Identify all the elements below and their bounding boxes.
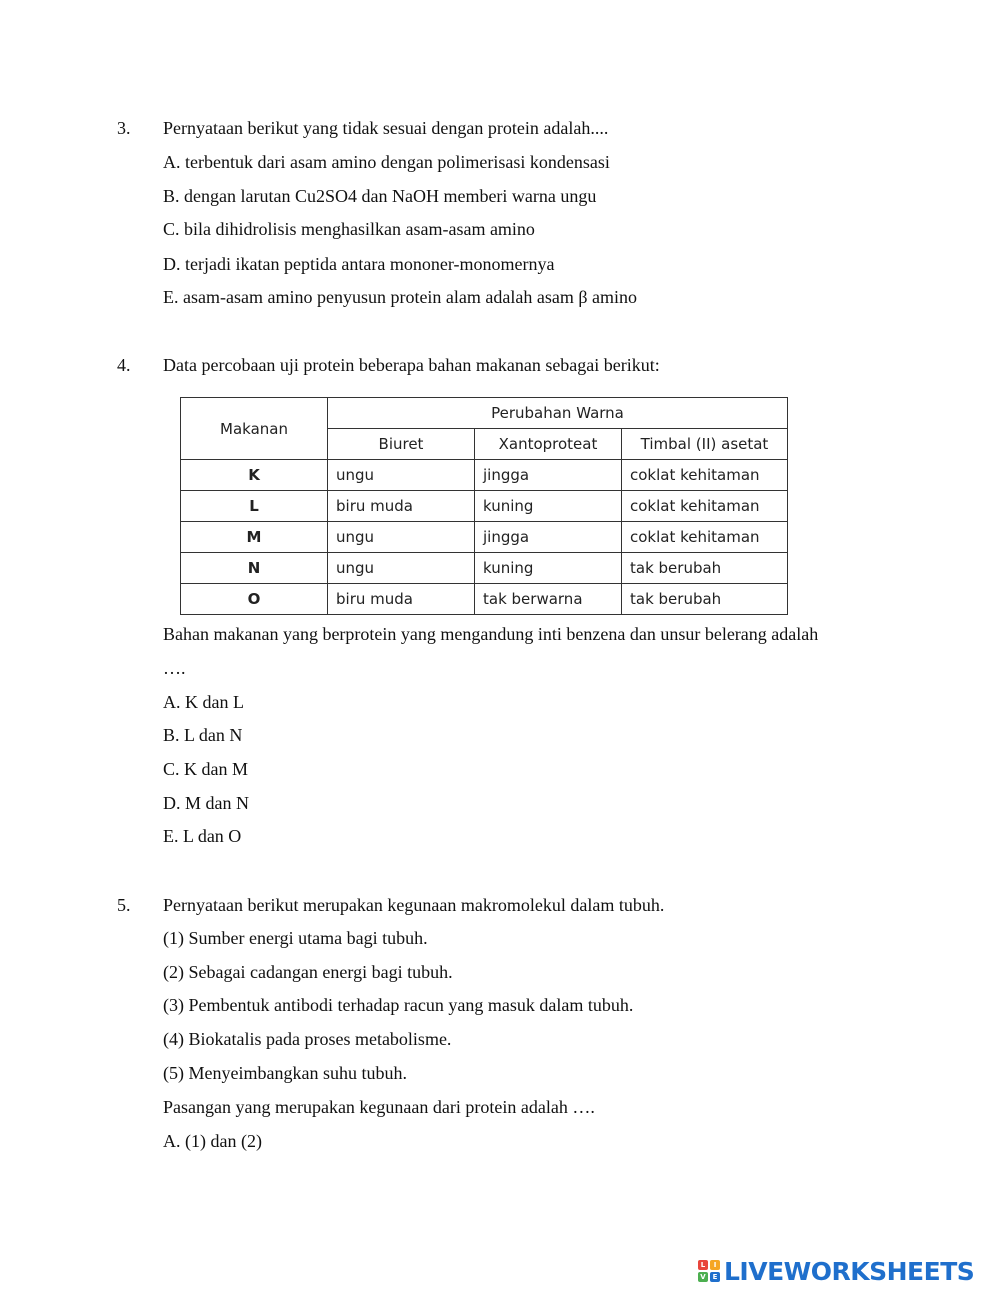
- q5-number: 5.: [117, 895, 131, 915]
- table-row: [181, 553, 788, 584]
- q4-prompt-line1: Bahan makanan yang berprotein yang mengandung inti benzena dan unsur belerang adalah: [163, 624, 819, 644]
- logo-block: E: [710, 1272, 720, 1282]
- q5-statement-3: (3) Pembentuk antibodi terhadap racun yang masuk dalam tubuh.: [163, 995, 634, 1015]
- q3-option-e[interactable]: E. asam-asam amino penyusun protein alam adalah asam β amino: [163, 287, 638, 307]
- header-timbal-asetat: Timbal (II) asetat: [622, 429, 788, 460]
- logo-block: V: [698, 1272, 708, 1282]
- cell-xantoproteat: jingga: [475, 460, 622, 491]
- table-row: [181, 491, 788, 522]
- q5-question: Pernyataan berikut merupakan kegunaan makromolekul dalam tubuh.: [163, 895, 665, 915]
- header-biuret: Biuret: [328, 429, 475, 460]
- logo-blocks-icon: [698, 1260, 720, 1282]
- q5-prompt: Pasangan yang merupakan kegunaan dari protein adalah ….: [163, 1097, 595, 1117]
- cell-timbal: tak berubah: [622, 584, 788, 615]
- q5-option-a[interactable]: A. (1) dan (2): [163, 1131, 262, 1151]
- q4-option-d[interactable]: D. M dan N: [163, 793, 249, 813]
- header-food: Makanan: [181, 398, 328, 460]
- cell-xantoproteat: kuning: [475, 553, 622, 584]
- row-label: N: [181, 553, 328, 584]
- cell-xantoproteat: tak berwarna: [475, 584, 622, 615]
- logo-text: LIVEWORKSHEETS: [724, 1256, 975, 1286]
- q3-question: Pernyataan berikut yang tidak sesuai dengan protein adalah....: [163, 118, 609, 138]
- cell-biuret: ungu: [328, 460, 475, 491]
- q3-option-b[interactable]: B. dengan larutan Cu2SO4 dan NaOH memberi warna ungu: [163, 186, 597, 206]
- cell-timbal: coklat kehitaman: [622, 522, 788, 553]
- protein-test-table: [180, 397, 788, 615]
- q5-statement-5: (5) Menyeimbangkan suhu tubuh.: [163, 1063, 407, 1083]
- row-label: K: [181, 460, 328, 491]
- q3-number: 3.: [117, 118, 131, 138]
- cell-timbal: coklat kehitaman: [622, 460, 788, 491]
- q5-statement-1: (1) Sumber energi utama bagi tubuh.: [163, 928, 428, 948]
- q4-option-c[interactable]: C. K dan M: [163, 759, 248, 779]
- q4-option-e[interactable]: E. L dan O: [163, 826, 242, 846]
- q4-question: Data percobaan uji protein beberapa bahan makanan sebagai berikut:: [163, 355, 660, 375]
- table-row: [181, 460, 788, 491]
- q5-statement-4: (4) Biokatalis pada proses metabolisme.: [163, 1029, 452, 1049]
- logo-block: I: [710, 1260, 720, 1270]
- q4-prompt-line2: ….: [163, 658, 186, 678]
- table-row: [181, 522, 788, 553]
- cell-biuret: biru muda: [328, 491, 475, 522]
- q3-option-c[interactable]: C. bila dihidrolisis menghasilkan asam-asam amino: [163, 219, 535, 239]
- q4-number: 4.: [117, 355, 131, 375]
- cell-biuret: ungu: [328, 553, 475, 584]
- cell-timbal: tak berubah: [622, 553, 788, 584]
- table-row: [181, 584, 788, 615]
- q4-option-a[interactable]: A. K dan L: [163, 692, 244, 712]
- row-label: L: [181, 491, 328, 522]
- cell-xantoproteat: jingga: [475, 522, 622, 553]
- cell-timbal: coklat kehitaman: [622, 491, 788, 522]
- row-label: M: [181, 522, 328, 553]
- header-xantoproteat: Xantoproteat: [475, 429, 622, 460]
- liveworksheets-logo[interactable]: [698, 1253, 974, 1289]
- q3-option-d[interactable]: D. terjadi ikatan peptida antara mononer-monomernya: [163, 254, 555, 274]
- q3-option-a[interactable]: A. terbentuk dari asam amino dengan polimerisasi kondensasi: [163, 152, 610, 172]
- q4-option-b[interactable]: B. L dan N: [163, 725, 243, 745]
- q5-statement-2: (2) Sebagai cadangan energi bagi tubuh.: [163, 962, 453, 982]
- cell-biuret: biru muda: [328, 584, 475, 615]
- header-color-change: Perubahan Warna: [328, 398, 788, 429]
- row-label: O: [181, 584, 328, 615]
- cell-biuret: ungu: [328, 522, 475, 553]
- logo-block: L: [698, 1260, 708, 1270]
- cell-xantoproteat: kuning: [475, 491, 622, 522]
